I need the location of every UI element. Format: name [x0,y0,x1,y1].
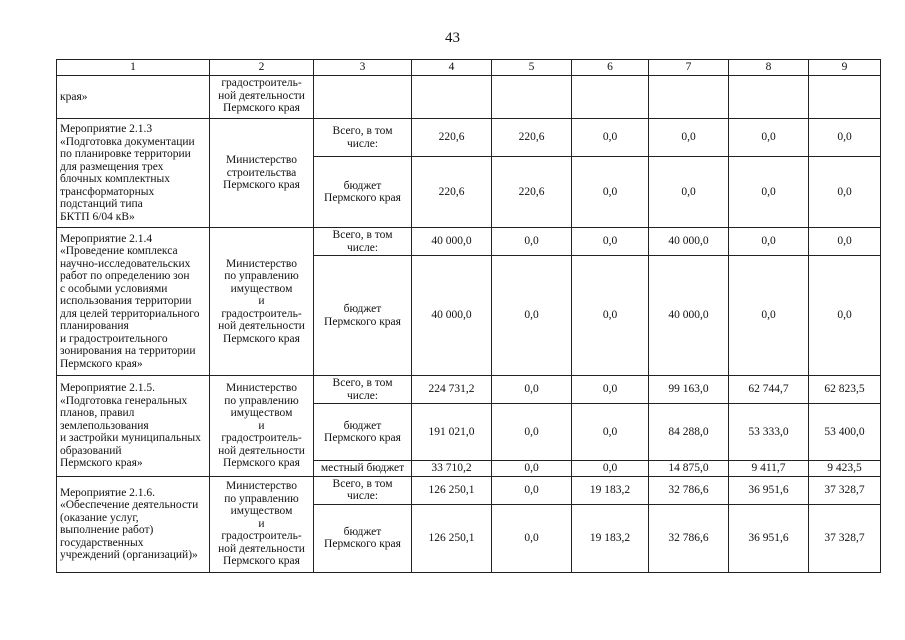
funding-source-cell: Всего, в том числе: [314,119,412,157]
event-name-cell: Мероприятие 2.1.5. «Подготовка генеральных планов, правил землепользования и застройки муниципальных образований Пермского края» [57,376,210,477]
header-row [57,60,881,76]
value-cell: 220,6 [492,119,572,157]
table-row [57,76,881,119]
value-cell: 0,0 [809,157,881,228]
value-cell: 220,6 [412,119,492,157]
empty-cell [809,76,881,119]
empty-cell [314,76,412,119]
empty-cell [492,76,572,119]
value-cell: 9 423,5 [809,461,881,477]
value-cell: 84 288,0 [649,404,729,461]
table-row [57,476,881,504]
value-cell: 0,0 [649,157,729,228]
budget-table [56,59,881,573]
header-cell: 4 [412,60,492,76]
value-cell: 33 710,2 [412,461,492,477]
value-cell: 19 183,2 [572,476,649,504]
page-number: 43 [445,30,460,46]
header-cell: 6 [572,60,649,76]
value-cell: 0,0 [492,404,572,461]
funding-source-cell: Всего, в том числе: [314,476,412,504]
value-cell: 53 333,0 [729,404,809,461]
event-name-cell: края» [57,76,210,119]
header-cell: 5 [492,60,572,76]
event-name-cell: Мероприятие 2.1.6. «Обеспечение деятельности (оказание услуг, выполнение работ) государственных учреждений (организаций)» [57,476,210,572]
empty-cell [412,76,492,119]
value-cell: 40 000,0 [649,228,729,256]
executor-cell: градостроитель- ной деятельности Пермского края [210,76,314,119]
value-cell: 0,0 [492,461,572,477]
value-cell: 126 250,1 [412,504,492,572]
value-cell: 0,0 [729,119,809,157]
funding-source-cell: бюджет Пермского края [314,404,412,461]
executor-cell: Министерство по управлению имуществом и градостроитель- ной деятельности Пермского края [210,376,314,477]
value-cell: 224 731,2 [412,376,492,404]
value-cell: 32 786,6 [649,476,729,504]
empty-cell [572,76,649,119]
value-cell: 99 163,0 [649,376,729,404]
event-name-cell: Мероприятие 2.1.4 «Проведение комплекса научно-исследовательских работ по определению зон с особыми условиями использования территории для целей территориального планирования и градостроительного зонирования на территории Пермского края» [57,228,210,376]
value-cell: 0,0 [572,461,649,477]
value-cell: 0,0 [572,157,649,228]
event-name-cell: Мероприятие 2.1.3 «Подготовка документации по планировке территории для размещения трех блочных комплектных трансформаторных подстанций типа БКТП 6/04 кВ» [57,119,210,228]
value-cell: 126 250,1 [412,476,492,504]
empty-cell [729,76,809,119]
value-cell: 40 000,0 [412,256,492,376]
funding-source-cell: Всего, в том числе: [314,376,412,404]
value-cell: 0,0 [649,119,729,157]
value-cell: 0,0 [492,476,572,504]
value-cell: 220,6 [492,157,572,228]
value-cell: 62 744,7 [729,376,809,404]
executor-cell: Министерство строительства Пермского края [210,119,314,228]
value-cell: 0,0 [492,228,572,256]
empty-cell [649,76,729,119]
value-cell: 191 021,0 [412,404,492,461]
header-cell: 7 [649,60,729,76]
header-cell: 8 [729,60,809,76]
value-cell: 0,0 [572,228,649,256]
funding-source-cell: бюджет Пермского края [314,157,412,228]
header-cell: 3 [314,60,412,76]
value-cell: 0,0 [809,256,881,376]
value-cell: 19 183,2 [572,504,649,572]
value-cell: 0,0 [492,504,572,572]
value-cell: 0,0 [809,119,881,157]
value-cell: 0,0 [572,119,649,157]
value-cell: 0,0 [492,376,572,404]
executor-cell: Министерство по управлению имуществом и градостроитель- ной деятельности Пермского края [210,228,314,376]
funding-source-cell: Всего, в том числе: [314,228,412,256]
value-cell: 0,0 [572,256,649,376]
executor-cell: Министерство по управлению имуществом и градостроитель- ной деятельности Пермского края [210,476,314,572]
value-cell: 62 823,5 [809,376,881,404]
value-cell: 37 328,7 [809,476,881,504]
value-cell: 9 411,7 [729,461,809,477]
table-row [57,228,881,256]
funding-source-cell: бюджет Пермского края [314,504,412,572]
value-cell: 40 000,0 [412,228,492,256]
value-cell: 0,0 [809,228,881,256]
value-cell: 0,0 [572,404,649,461]
header-cell: 2 [210,60,314,76]
value-cell: 0,0 [729,157,809,228]
value-cell: 36 951,6 [729,504,809,572]
table-row [57,376,881,404]
header-cell: 9 [809,60,881,76]
value-cell: 32 786,6 [649,504,729,572]
value-cell: 40 000,0 [649,256,729,376]
value-cell: 0,0 [729,228,809,256]
funding-source-cell: бюджет Пермского края [314,256,412,376]
header-cell: 1 [57,60,210,76]
value-cell: 37 328,7 [809,504,881,572]
funding-source-cell: местный бюджет [314,461,412,477]
value-cell: 0,0 [572,376,649,404]
value-cell: 14 875,0 [649,461,729,477]
value-cell: 36 951,6 [729,476,809,504]
value-cell: 0,0 [729,256,809,376]
value-cell: 53 400,0 [809,404,881,461]
table-row [57,119,881,157]
value-cell: 220,6 [412,157,492,228]
value-cell: 0,0 [492,256,572,376]
